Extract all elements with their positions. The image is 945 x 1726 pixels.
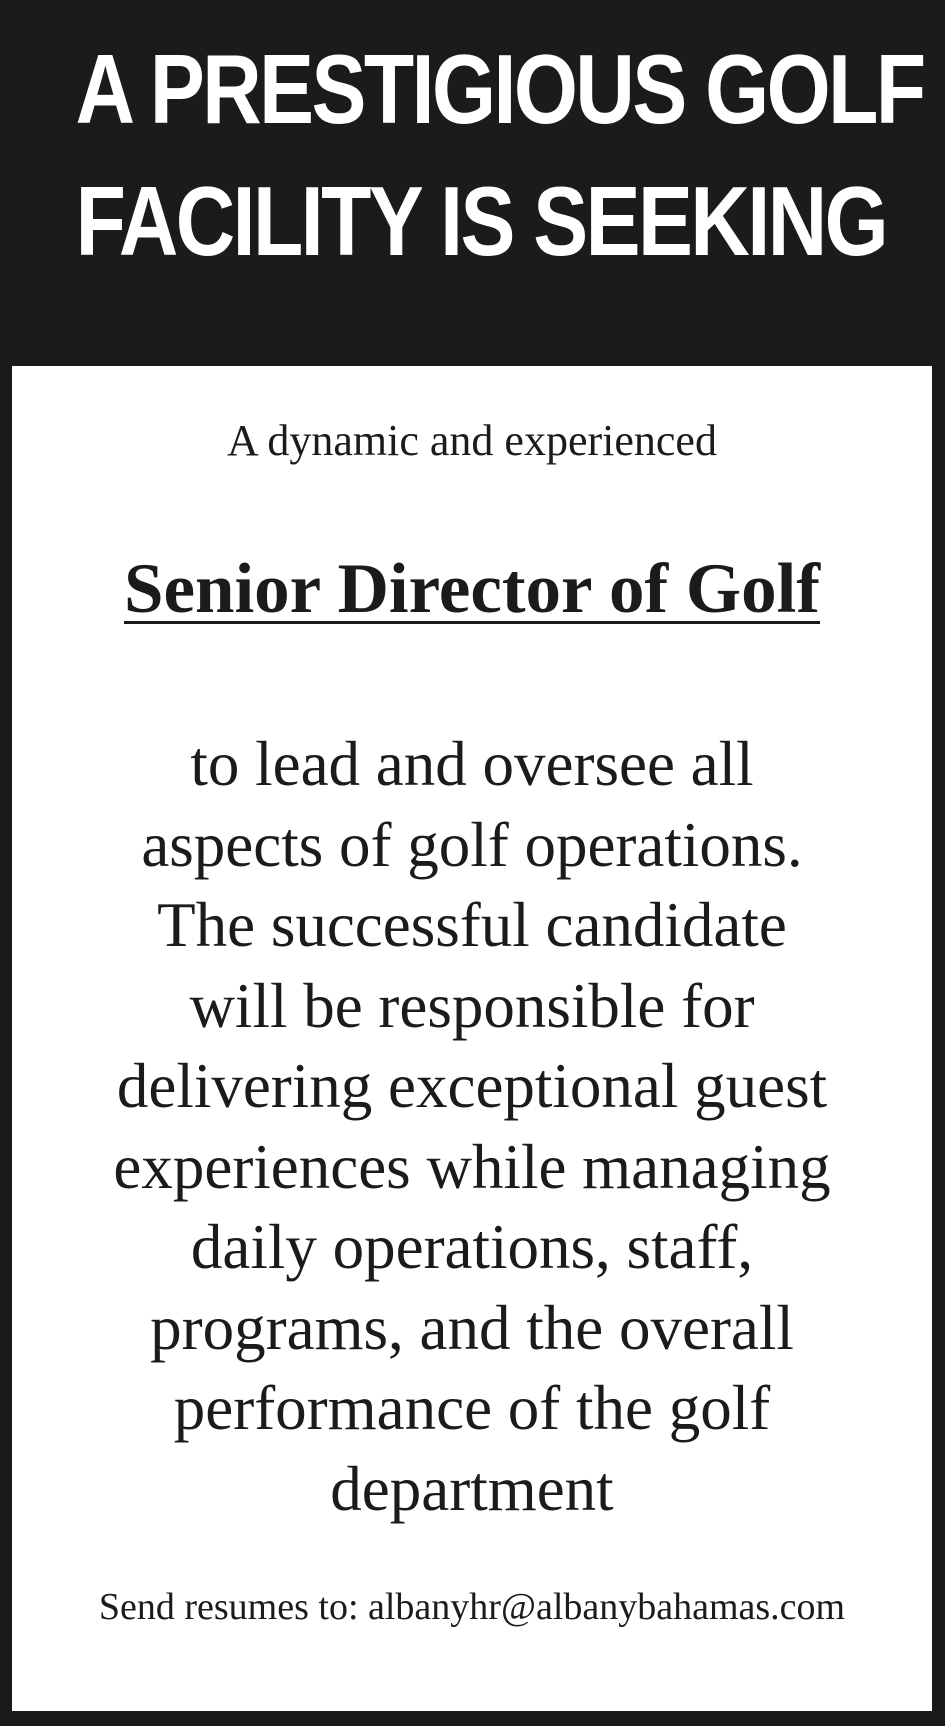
description-line: experiences while managing [113,1131,831,1202]
description-line: daily operations, staff, [190,1212,754,1282]
description-line: programs, and the overall [150,1292,794,1363]
description-line: performance of the golf [173,1373,771,1443]
description-line: aspects of golf operations. [141,809,803,880]
ad-content-panel [12,366,932,1711]
description-line: to lead and oversee all [190,729,754,799]
headline-line-1: A PRESTIGIOUS GOLF [75,34,924,144]
contact-line: Send resumes to: albanyhr@albanybahamas.com [98,1586,846,1628]
description-line: will be responsible for [189,970,755,1041]
description-line: delivering exceptional guest [116,1051,828,1121]
description-line: The successful candidate [157,890,787,960]
job-description [12,724,932,1529]
ad-header [0,0,945,364]
position-title [12,550,932,628]
description-line: department [330,1453,614,1524]
intro-text: A dynamic and experienced [227,416,717,465]
headline-line-2: FACILITY IS SEEKING [75,166,887,276]
position-title-text: Senior Director of Golf [123,550,821,628]
